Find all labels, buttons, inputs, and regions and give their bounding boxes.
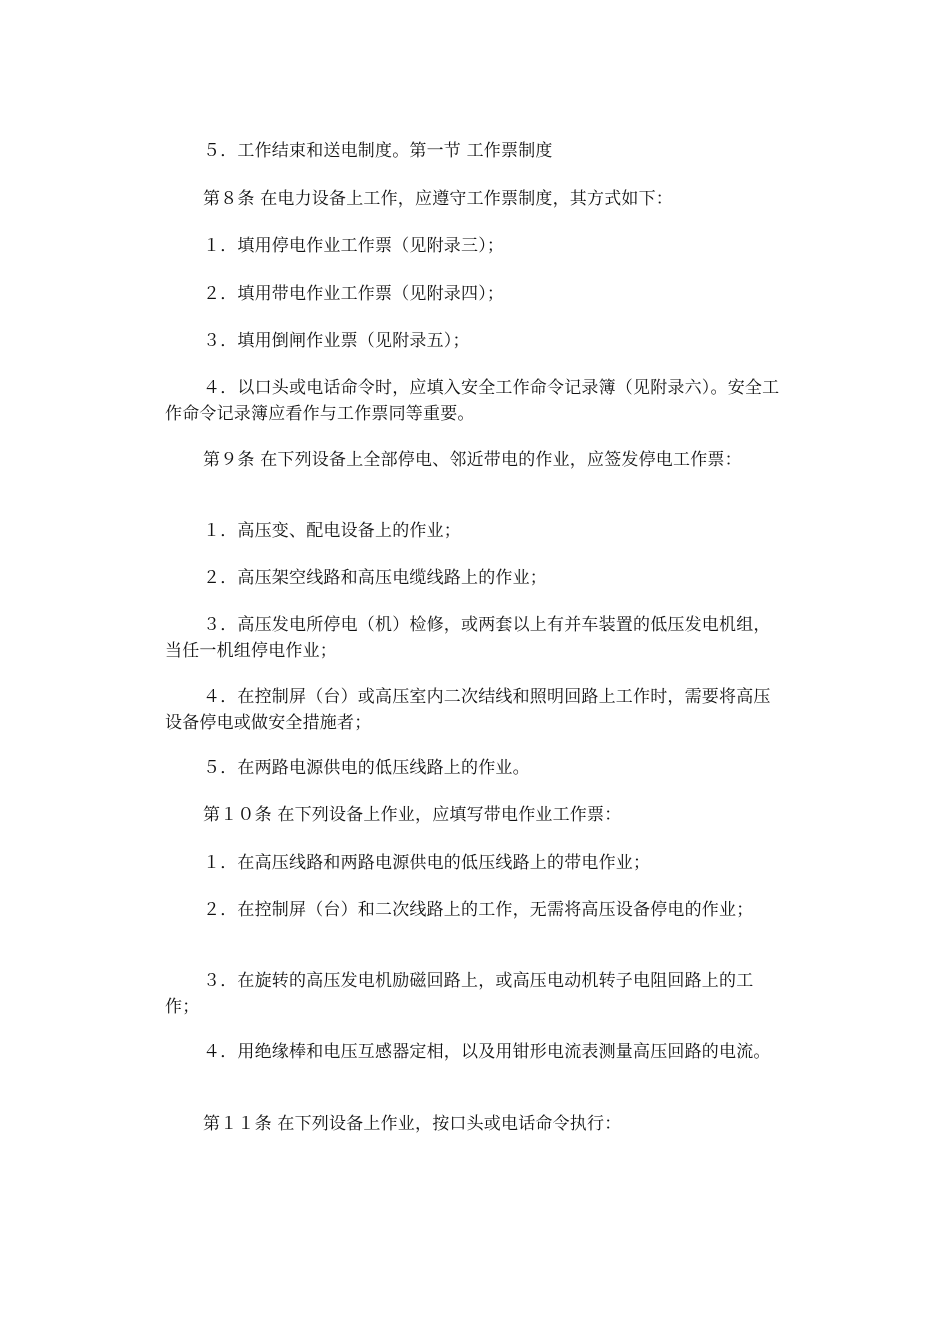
- paragraph-15: ２．在控制屏（台）和二次线路上的工作，无需将高压设备停电的作业；: [203, 900, 754, 920]
- paragraph-11: ４．在控制屏（台）或高压室内二次结线和照明回路上工作时，需要将高压设备停电或做安全措施者；: [165, 687, 771, 733]
- paragraph-7: 第９条 在下列设备上全部停电、邻近带电的作业，应签发停电工作票：: [203, 450, 742, 470]
- paragraph-13: 第１０条 在下列设备上作业，应填写带电作业工作票：: [203, 805, 622, 825]
- paragraph-5: ３．填用倒闸作业票（见附录五）；: [203, 331, 470, 351]
- paragraph-14: １．在高压线路和两路电源供电的低压线路上的带电作业；: [203, 853, 651, 873]
- paragraph-6: ４．以口头或电话命令时，应填入安全工作命令记录簿（见附录六）。安全工作命令记录簿应看作与工作票同等重要。: [165, 378, 780, 424]
- paragraph-12: ５．在两路电源供电的低压线路上的作业。: [203, 758, 530, 778]
- paragraph-17: ４．用绝缘棒和电压互感器定相，以及用钳形电流表测量高压回路的电流。: [203, 1042, 771, 1062]
- paragraph-18: 第１１条 在下列设备上作业，按口头或电话命令执行：: [203, 1114, 622, 1134]
- paragraph-2: 第８条 在电力设备上工作，应遵守工作票制度，其方式如下：: [203, 189, 674, 209]
- paragraph-1: ５．工作结束和送电制度。第一节 工作票制度: [203, 141, 553, 161]
- paragraph-16: ３．在旋转的高压发电机励磁回路上，或高压电动机转子电阻回路上的工作；: [165, 971, 754, 1017]
- paragraph-3: １．填用停电作业工作票（见附录三）；: [203, 236, 505, 256]
- paragraph-4: ２．填用带电作业工作票（见附录四）；: [203, 284, 505, 304]
- paragraph-10: ３．高压发电所停电（机）检修，或两套以上有并车装置的低压发电机组，当任一机组停电作业；: [165, 615, 771, 661]
- paragraph-9: ２．高压架空线路和高压电缆线路上的作业；: [203, 568, 547, 588]
- paragraph-8: １．高压变、配电设备上的作业；: [203, 521, 461, 541]
